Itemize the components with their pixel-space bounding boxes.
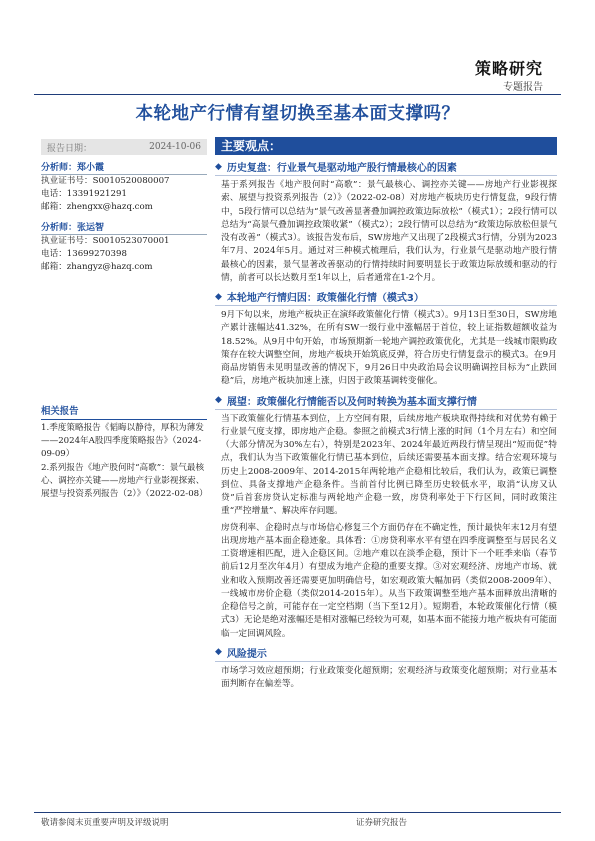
analyst-email[interactable]: 邮箱：zhangyz@hazq.com <box>41 262 153 273</box>
section-heading <box>215 289 557 304</box>
section-divider <box>215 409 557 410</box>
analyst-name: 分析师：郑小霞 <box>41 160 207 175</box>
key-points-heading: 主要观点： <box>215 137 557 155</box>
diamond-bullet-icon: ◆ <box>215 161 222 172</box>
section-paragraph: 市场学习效应超预期；行业政策变化超预期；宏观经济与政策变化超预期；对行业基本面判断存在偏差等。 <box>221 665 557 689</box>
section-attribution <box>215 289 557 389</box>
analyst-block <box>41 220 207 275</box>
analyst-cert: 执业证书号：S0010520080007 <box>41 176 170 186</box>
brand-title: 策略研究 <box>474 59 543 78</box>
related-report-item[interactable]: 2.系列报告《地产股何时“高歌”：景气最核心、调控亦关键——房地产行业影视探索、展望与投资系列报告（2）》（2022-02-08） <box>41 462 208 500</box>
analyst-cert: 执业证书号：S0010523070001 <box>41 235 170 246</box>
related-report-item[interactable]: 1.季度策略报告《韬晦以静待，厚积为薄发——2024年A股四季度策略报告》（2024-09-09） <box>41 423 204 460</box>
diamond-bullet-icon: ◆ <box>215 291 222 302</box>
report-date-value: 2024-10-06 <box>149 142 201 152</box>
report-date-box <box>41 139 207 155</box>
section-title: 风险提示 <box>226 648 267 660</box>
analyst-email[interactable]: 邮箱：zhengxx@hazq.com <box>41 202 153 213</box>
analyst-phone: 电话：13391921291 <box>41 189 127 200</box>
section-title: 历史复盘：行业景气是驱动地产股行情最核心的因素 <box>226 163 457 174</box>
section-heading <box>215 645 557 660</box>
section-paragraph: 房贷利率、企稳时点与市场信心修复三个方面仍存在不确定性，预计最快年末12月有望出现房地产基本面企稳迹象。具体看：①房贷利率水平有望在四季度调整至与居民名义工资增速相匹配，进入企稳区间。②地产难以在淡季企稳，预计下一个旺季来临（春节前后12月至次年4月）有望成为地产企稳的重要支撑。③对宏观经济、房地产市场、就业和收入预期改善还需要更加明确信号，如宏观政策大幅加码（类似2008-2009年）、一线城市房价企稳（类似2014-2015年）。从当下政策调整至地产基本面释放出清晰的企稳信号之前，可能存在一定空档期（当下至12月）。短期看，本轮政策催化行情（模式3）无论是绝对涨幅还是相对涨幅已经较为可观，如基本面不能接力地产板块有可能面临一定回调风险。 <box>221 522 557 639</box>
report-type: 专题报告 <box>503 82 543 93</box>
section-heading <box>215 393 557 408</box>
diamond-bullet-icon: ◆ <box>215 395 222 405</box>
section-risk <box>215 645 557 692</box>
section-outlook <box>215 393 557 641</box>
section-paragraph: 基于系列报告《地产股何时“高歌”：景气最核心、调控亦关键——房地产行业影视探索、展望与投资系列报告（2）》（2022-02-08）对房地产板块历史行情复盘，9段行情中，5段行情可以总结为“景气改善显著叠加调控政策边际放松”（模式1）；2段行情可以总结为“高景气叠加调控政策收紧”（模式2）；2段行情可以总结为“政策边际放松但景气没有改善”（模式3）。该报告发布后，SW房地产又出现了2段模式3行情，分别为2023年7月、2024年5月。通过对三种模式梳理后，我们认为，行业景气是驱动地产股行情最核心的因素，景气显著改善驱动的行情持续时间要明显长于政策边际放缓和驱动的行情，前者可以长达数月至1年以上，后者通常在1-2个月。 <box>221 180 557 283</box>
section-title: 本轮地产行情归因：政策催化行情（模式3） <box>226 293 424 304</box>
footer-disclaimer: 敬请参阅末页重要声明及评级说明 <box>41 818 169 828</box>
section-divider <box>215 305 557 306</box>
page-title: 本轮地产行情有望切换至基本面支撑吗？ <box>135 104 460 124</box>
analyst-name: 分析师：张运智 <box>41 220 207 235</box>
header-divider <box>34 94 561 95</box>
footer-divider <box>34 812 561 813</box>
analyst-phone: 电话：13699270398 <box>41 248 127 259</box>
sidebar <box>41 139 207 274</box>
section-divider <box>215 661 557 662</box>
analyst-block <box>41 160 207 215</box>
section-divider <box>215 175 557 176</box>
main-content <box>215 137 557 691</box>
section-history <box>215 159 557 285</box>
section-title: 展望：政策催化行情能否以及何时转换为基本面支撑行情 <box>226 396 477 408</box>
section-paragraph: 9月下旬以来，房地产板块正在演绎政策催化行情（模式3）。9月13日至30日，SW房地产累计涨幅达41.32%，在所有SW一级行业中涨幅居于首位，较上证指数超额收益为18.52%。从9月中旬开始，市场预期新一轮地产调控政策优化，尤其是一线城市限购政策存在较大调整空间，房地产板块开始筑底反弹，符合历史行情复盘示的模式3。在9月商品房销售未见明显改善的情况下，9月26日中央政治局会议明确调控目标为“止跌回稳”后，房地产板块加速上涨，归因于政策基调转变催化。 <box>221 310 557 387</box>
related-reports <box>41 403 207 501</box>
related-reports-heading: 相关报告 <box>41 403 207 420</box>
footer-report-label: 证券研究报告 <box>356 818 408 828</box>
report-date-label: 报告日期： <box>47 143 93 154</box>
diamond-bullet-icon: ◆ <box>215 647 222 658</box>
section-paragraph: 当下政策催化行情基本到位，上方空间有限，后续房地产板块取得持续和对优势有赖于行业景气度支撑，即房地产企稳。参照之前模式3行情上涨的时间（1个月左右）和空间（大部分情况为30%左右），特别是2023年、2024年最近两段行情呈现出“短而促”特点，我们认为当下政策催化行情已基本到位，后续还需要基本面支撑。结合宏观环境与历史上2008-2009年、2014-2015年两轮地产企稳相比较后，我们认为，政策已调整到位、具备支撑地产企稳条件。当前首付比例已降至历史较低水平，取消“认房又认贷”后首套房贷认定标准与两轮地产企稳一致，房贷利率处于下行区间，同时政策注重“严控增量”、解决库存问题。 <box>221 413 557 517</box>
section-heading <box>215 159 557 174</box>
